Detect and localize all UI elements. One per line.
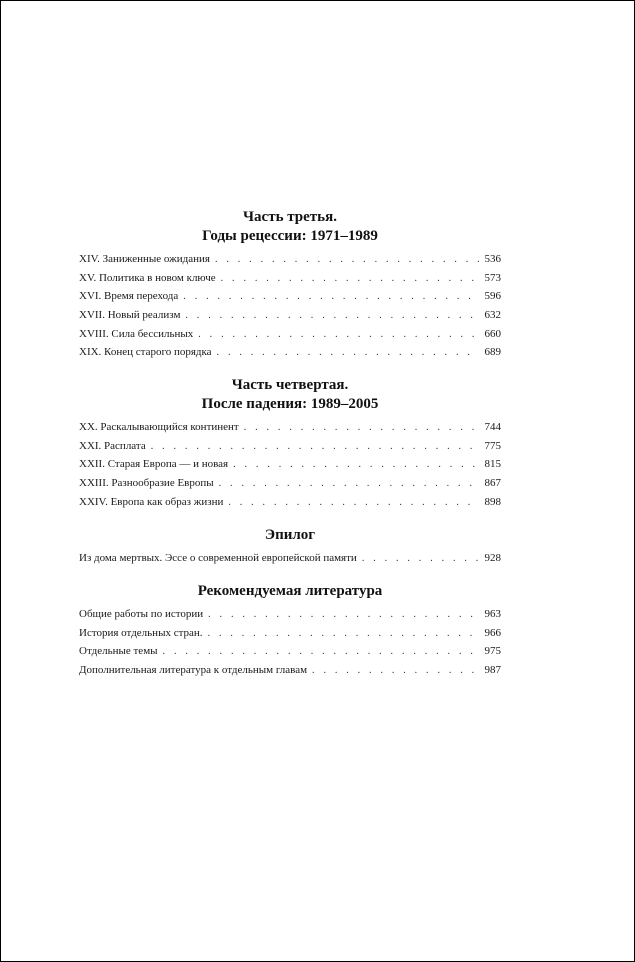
toc-entry-title: Общие работы по истории [79,608,204,620]
toc-entry-page: 815 [484,458,501,471]
dot-leader [215,251,479,270]
section-heading-line1: Часть четвертая. [231,377,349,393]
toc-entries [79,549,501,568]
toc-entry-title: XX. Раскалывающийся континент [79,421,239,433]
toc-entry [79,343,501,362]
toc-entry-page: 660 [484,327,501,340]
toc-entry-page: 744 [484,421,501,433]
toc-entry-page: 632 [484,309,501,322]
toc-entry [79,455,501,474]
toc-entry [79,269,501,288]
toc-entry [79,306,501,325]
toc-entry-title: XXIV. Европа как образ жизни [79,495,224,508]
toc-entry [79,474,501,493]
toc-entry [79,325,501,344]
toc-entry-title: XV. Политика в новом ключе [79,271,216,284]
toc-entry-page: 689 [484,346,501,359]
toc-entry-page: 536 [484,253,501,265]
dot-leader [163,643,479,662]
dot-leader [217,344,479,363]
toc-entry-page: 963 [484,608,501,620]
section-heading [79,208,501,246]
toc-entry-title: XXIII. Разнообразие Европы [79,477,214,490]
toc-entry-title: XIX. Конец старого порядка [79,346,212,359]
toc-entry [79,624,501,643]
dot-leader [185,307,478,326]
toc-entry-title: XVI. Время перехода [79,290,179,303]
toc-entry [79,418,501,437]
toc-entry [79,493,501,512]
section-heading [79,582,501,601]
dot-leader [183,288,478,307]
dot-leader [198,326,478,345]
toc-entry [79,549,501,568]
toc-entry-page: 966 [484,626,501,639]
toc-entry-title: XIV. Заниженные ожидания [79,253,210,265]
toc-entries [79,418,501,511]
toc-entry-page: 898 [484,495,501,508]
toc-entry-page: 975 [484,645,501,658]
toc-entry-page: 987 [484,664,501,677]
dot-leader [228,494,478,513]
toc-entries [79,605,501,680]
toc-entry-title: Дополнительная литература к отдельным главам [79,664,308,677]
section-heading-line1: Часть третья. [243,209,337,225]
toc-entry-page: 775 [484,439,501,452]
toc-entry-page: 596 [484,290,501,303]
toc-entry-title: История отдельных стран. [79,626,203,639]
section-heading-line2: После падения: 1989–2005 [201,396,379,412]
section-heading [79,376,501,414]
toc-entry-page: 928 [484,552,501,564]
dot-leader [221,270,479,289]
dot-leader [208,625,479,644]
toc-section-recommended-literature [79,582,501,680]
dot-leader [233,456,478,475]
toc-entry-title: Отдельные темы [79,645,158,658]
section-heading-line2: Годы рецессии: 1971–1989 [202,228,378,244]
toc-entry-title: Из дома мертвых. Эссе о современной европейской памяти [79,552,357,564]
dot-leader [208,606,478,625]
toc-entry [79,642,501,661]
toc-entry [79,605,501,624]
toc-entry-title: XXI. Расплата [79,439,146,452]
toc-section-part-four [79,376,501,511]
dot-leader [244,419,479,438]
section-heading-line1: Эпилог [264,527,316,543]
toc-entry [79,661,501,680]
toc-entry [79,287,501,306]
toc-entry-title: XXII. Старая Европа — и новая [79,458,229,471]
dot-leader [312,662,478,681]
dot-leader [362,550,479,569]
dot-leader [151,438,479,457]
toc-entry-page: 573 [484,271,501,284]
dot-leader [219,475,479,494]
toc-section-part-three [79,208,501,362]
toc-entry-title: XVII. Новый реализм [79,309,181,322]
section-heading [79,526,501,545]
toc-entries [79,250,501,362]
section-heading-line1: Рекомендуемая литература [197,583,383,599]
toc-entry [79,250,501,269]
toc-entry-page: 867 [484,477,501,490]
toc-entry [79,437,501,456]
toc-section-epilogue [79,526,501,568]
toc-entry-title: XVIII. Сила бессильных [79,327,194,340]
